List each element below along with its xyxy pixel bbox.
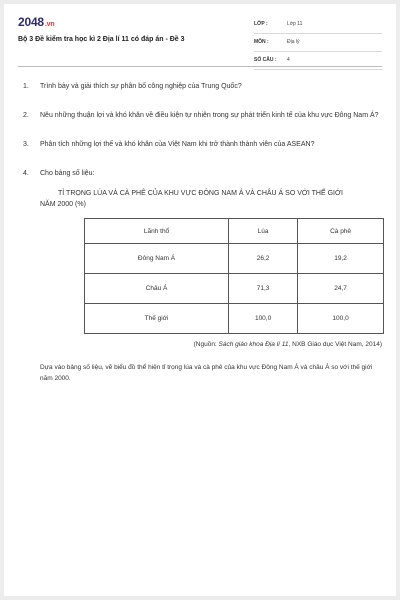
meta-label: LỚP : bbox=[254, 21, 268, 27]
table-source bbox=[18, 341, 382, 348]
meta-label: SỐ CÂU : bbox=[254, 57, 277, 63]
logo-text: 2048 bbox=[18, 15, 44, 29]
question-4 bbox=[18, 168, 382, 179]
table-header-cell: Lãnh thổ bbox=[85, 219, 229, 244]
logo-tld: .vn bbox=[44, 21, 55, 28]
header-divider bbox=[18, 66, 382, 67]
table-row bbox=[85, 244, 384, 274]
meta-value: Lớp 11 bbox=[287, 21, 303, 27]
source-prefix: (Nguồn: bbox=[193, 341, 219, 348]
site-logo[interactable] bbox=[18, 15, 54, 29]
table-cell: 71,3 bbox=[229, 274, 298, 304]
page-header bbox=[4, 4, 396, 66]
meta-label: MÔN : bbox=[254, 39, 269, 45]
meta-value: 4 bbox=[287, 57, 290, 63]
table-cell: 19,2 bbox=[298, 244, 384, 274]
meta-value: Địa lý bbox=[287, 39, 300, 45]
question-1 bbox=[18, 81, 382, 92]
table-row bbox=[85, 274, 384, 304]
table-header-cell: Cà phê bbox=[298, 219, 384, 244]
question-text: Cho bảng số liệu: bbox=[40, 170, 95, 177]
meta-row-class bbox=[254, 16, 382, 34]
table-title-line2: NĂM 2000 (%) bbox=[40, 201, 86, 208]
table-cell: Thế giới bbox=[85, 304, 229, 334]
table-cell: 100,0 bbox=[229, 304, 298, 334]
table-cell: 26,2 bbox=[229, 244, 298, 274]
table-title-line1: TỈ TRỌNG LÚA VÀ CÀ PHÊ CỦA KHU VỰC ĐÔNG NAM Á VÀ CHÂU Á SO VỚI THẾ GIỚI bbox=[58, 190, 343, 197]
table-header-cell: Lúa bbox=[229, 219, 298, 244]
question-number: 4. bbox=[23, 170, 29, 177]
document-page bbox=[4, 4, 396, 596]
question-text: Trình bày và giải thích sự phân bố công nghiệp của Trung Quốc? bbox=[40, 83, 242, 90]
table-cell: 100,0 bbox=[298, 304, 384, 334]
data-table bbox=[84, 218, 384, 334]
question-text: Phân tích những lợi thế và khó khăn của Việt Nam khi trở thành thành viên của ASEAN? bbox=[40, 141, 315, 148]
source-book: Sách giáo khoa Địa lí 11 bbox=[218, 341, 289, 348]
table-cell: Châu Á bbox=[85, 274, 229, 304]
meta-row-question-count bbox=[254, 52, 382, 70]
table-cell: Đông Nam Á bbox=[85, 244, 229, 274]
source-suffix: , NXB Giáo dục Việt Nam, 2014) bbox=[288, 341, 382, 348]
meta-info bbox=[254, 16, 382, 70]
question-number: 2. bbox=[23, 112, 29, 119]
table-cell: 24,7 bbox=[298, 274, 384, 304]
question-text: Nêu những thuận lợi và khó khăn về điều kiện tự nhiên trong sự phát triển kinh tế của khu vực Đông Nam Á? bbox=[40, 112, 379, 119]
question-3 bbox=[18, 139, 382, 150]
table-header-row bbox=[85, 219, 384, 244]
question-number: 3. bbox=[23, 141, 29, 148]
question-2 bbox=[18, 110, 382, 121]
question-number: 1. bbox=[23, 83, 29, 90]
meta-row-subject bbox=[254, 34, 382, 52]
table-title bbox=[40, 188, 378, 210]
document-title: Bộ 3 Đề kiểm tra học kì 2 Địa lí 11 có đáp án - Đề 3 bbox=[18, 36, 185, 43]
exam-content bbox=[18, 81, 382, 384]
question-4-instruction: Dựa vào bảng số liệu, vẽ biểu đồ thể hiện tỉ trọng lúa và cà phê của khu vực Đông Nam Á và châu Á so với thế giới năm 2000. bbox=[40, 364, 373, 382]
table-row bbox=[85, 304, 384, 334]
